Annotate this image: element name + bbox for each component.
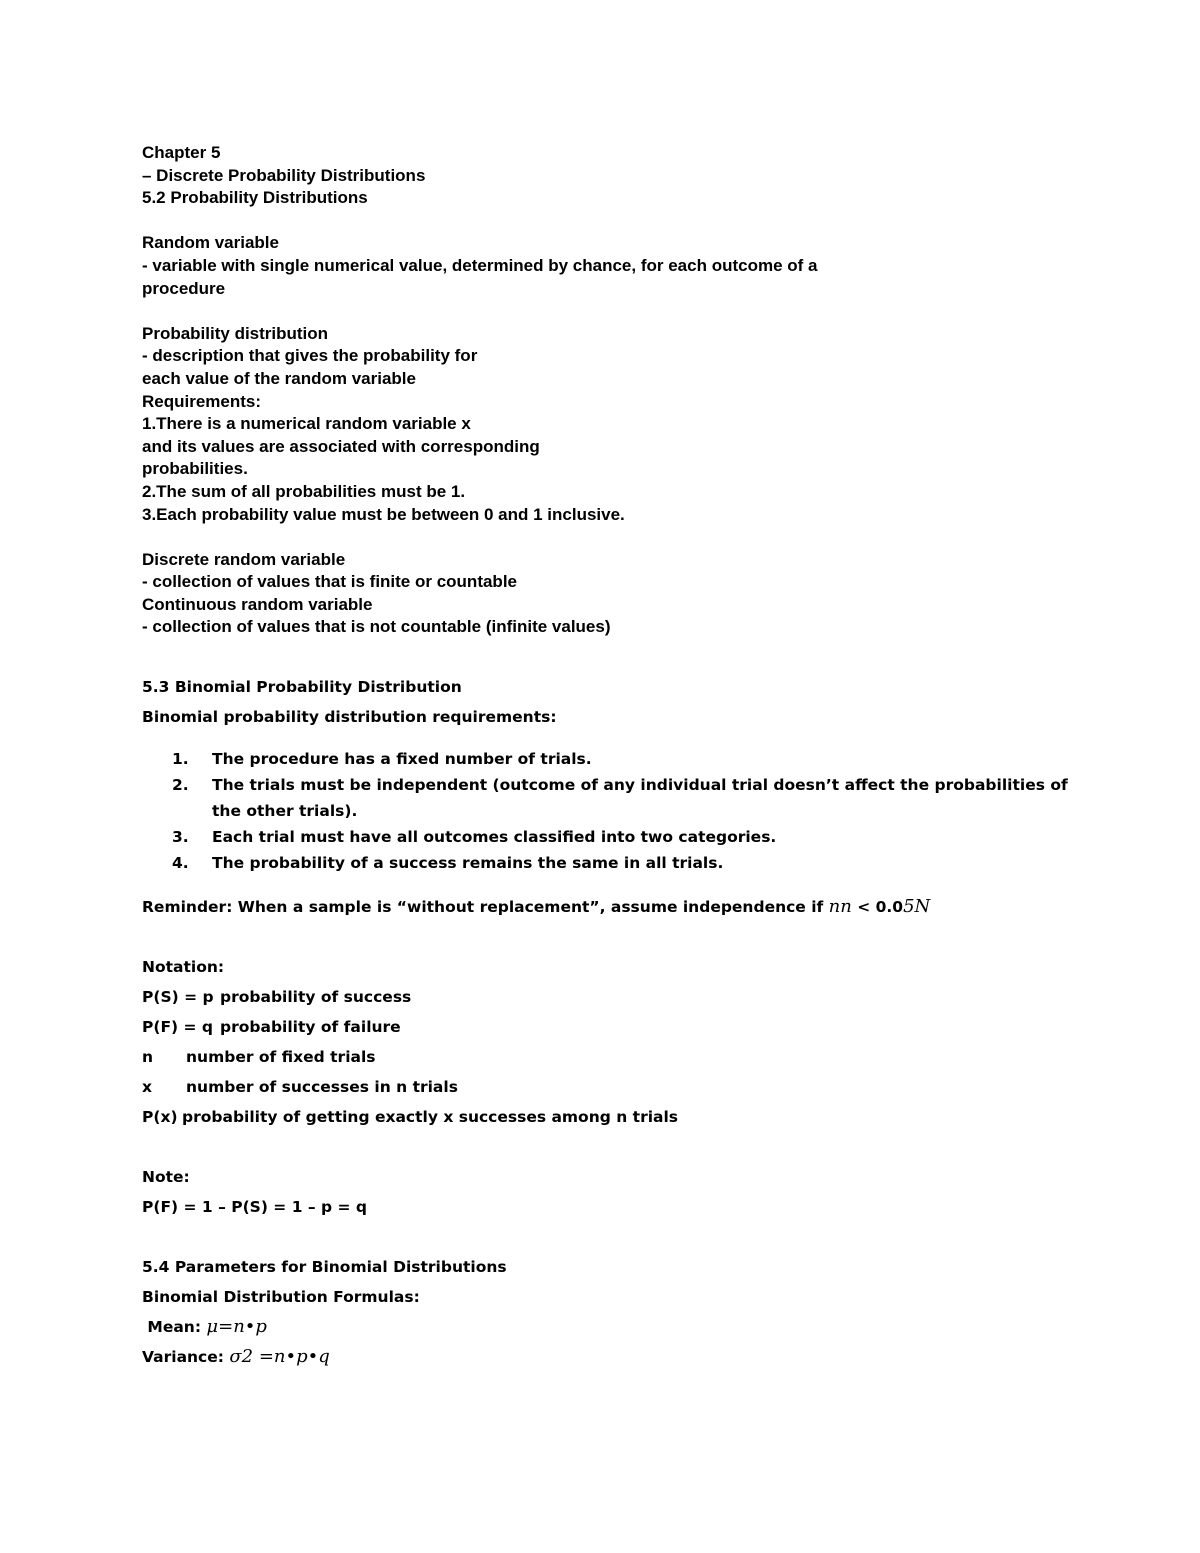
variance-formula: Variance: σ2 =n•p•q xyxy=(142,1346,330,1367)
chapter-title: Chapter 5 xyxy=(142,143,221,162)
mean-formula: Mean: μ=n•p xyxy=(142,1316,267,1337)
section-5-2 xyxy=(142,142,1102,639)
requirement-line: 1.There is a numerical random variable x xyxy=(142,414,471,434)
requirement-line: and its values are associated with corresponding xyxy=(142,436,540,456)
notation-row: x number of successes in n trials xyxy=(142,1078,458,1096)
requirement-line: 2.The sum of all probabilities must be 1. xyxy=(142,481,466,501)
note-title: Note: xyxy=(142,1168,190,1186)
definition-line: procedure xyxy=(142,278,226,298)
term-probability-distribution: Probability distribution xyxy=(142,323,329,343)
notation-row: P(F) = q probability of failure xyxy=(142,1018,401,1036)
requirements-title: Binomial probability distribution requirements: xyxy=(142,708,557,726)
requirements-heading: Requirements: xyxy=(142,391,262,411)
list-item: 1. The procedure has a fixed number of trials. xyxy=(172,750,592,768)
section-heading-5-4: 5.4 Parameters for Binomial Distributions xyxy=(142,1258,507,1276)
term-discrete-random-variable: Discrete random variable xyxy=(142,549,346,569)
list-item: 4. The probability of a success remains the same in all trials. xyxy=(172,854,724,872)
formulas-title: Binomial Distribution Formulas: xyxy=(142,1288,420,1306)
section-5-3 xyxy=(142,672,1102,1372)
notation-title: Notation: xyxy=(142,958,225,976)
notation-row: P(S) = p probability of success xyxy=(142,988,412,1006)
requirement-line: probabilities. xyxy=(142,459,248,479)
definition-line: - variable with single numerical value, determined by chance, for each outcome of a xyxy=(142,255,818,275)
definition-line: - description that gives the probability for xyxy=(142,346,478,366)
notation-row: n number of fixed trials xyxy=(142,1048,376,1066)
list-item: 3. Each trial must have all outcomes classified into two categories. xyxy=(172,828,777,846)
reminder: Reminder: When a sample is “without replacement”, assume independence if nn < 0.05N xyxy=(142,896,931,917)
definition-line: each value of the random variable xyxy=(142,368,416,388)
chapter-subtitle: – Discrete Probability Distributions xyxy=(142,165,426,185)
requirement-line: 3.Each probability value must be between 0 and 1 inclusive. xyxy=(142,504,625,524)
definition-line: - collection of values that is not countable (infinite values) xyxy=(142,617,611,637)
section-heading: 5.2 Probability Distributions xyxy=(142,188,368,208)
section-heading: 5.3 Binomial Probability Distribution xyxy=(142,678,462,696)
term-continuous-random-variable: Continuous random variable xyxy=(142,594,373,614)
list-item: 2. The trials must be independent (outcome of any individual trial doesn’t affect the probabilities of the other trials). xyxy=(172,776,1068,820)
definition-line: - collection of values that is finite or countable xyxy=(142,572,517,592)
notation-row: P(x) probability of getting exactly x successes among n trials xyxy=(142,1108,679,1126)
requirements-list xyxy=(142,746,1102,876)
note-formula: P(F) = 1 – P(S) = 1 – p = q xyxy=(142,1198,367,1216)
term-random-variable: Random variable xyxy=(142,233,279,253)
